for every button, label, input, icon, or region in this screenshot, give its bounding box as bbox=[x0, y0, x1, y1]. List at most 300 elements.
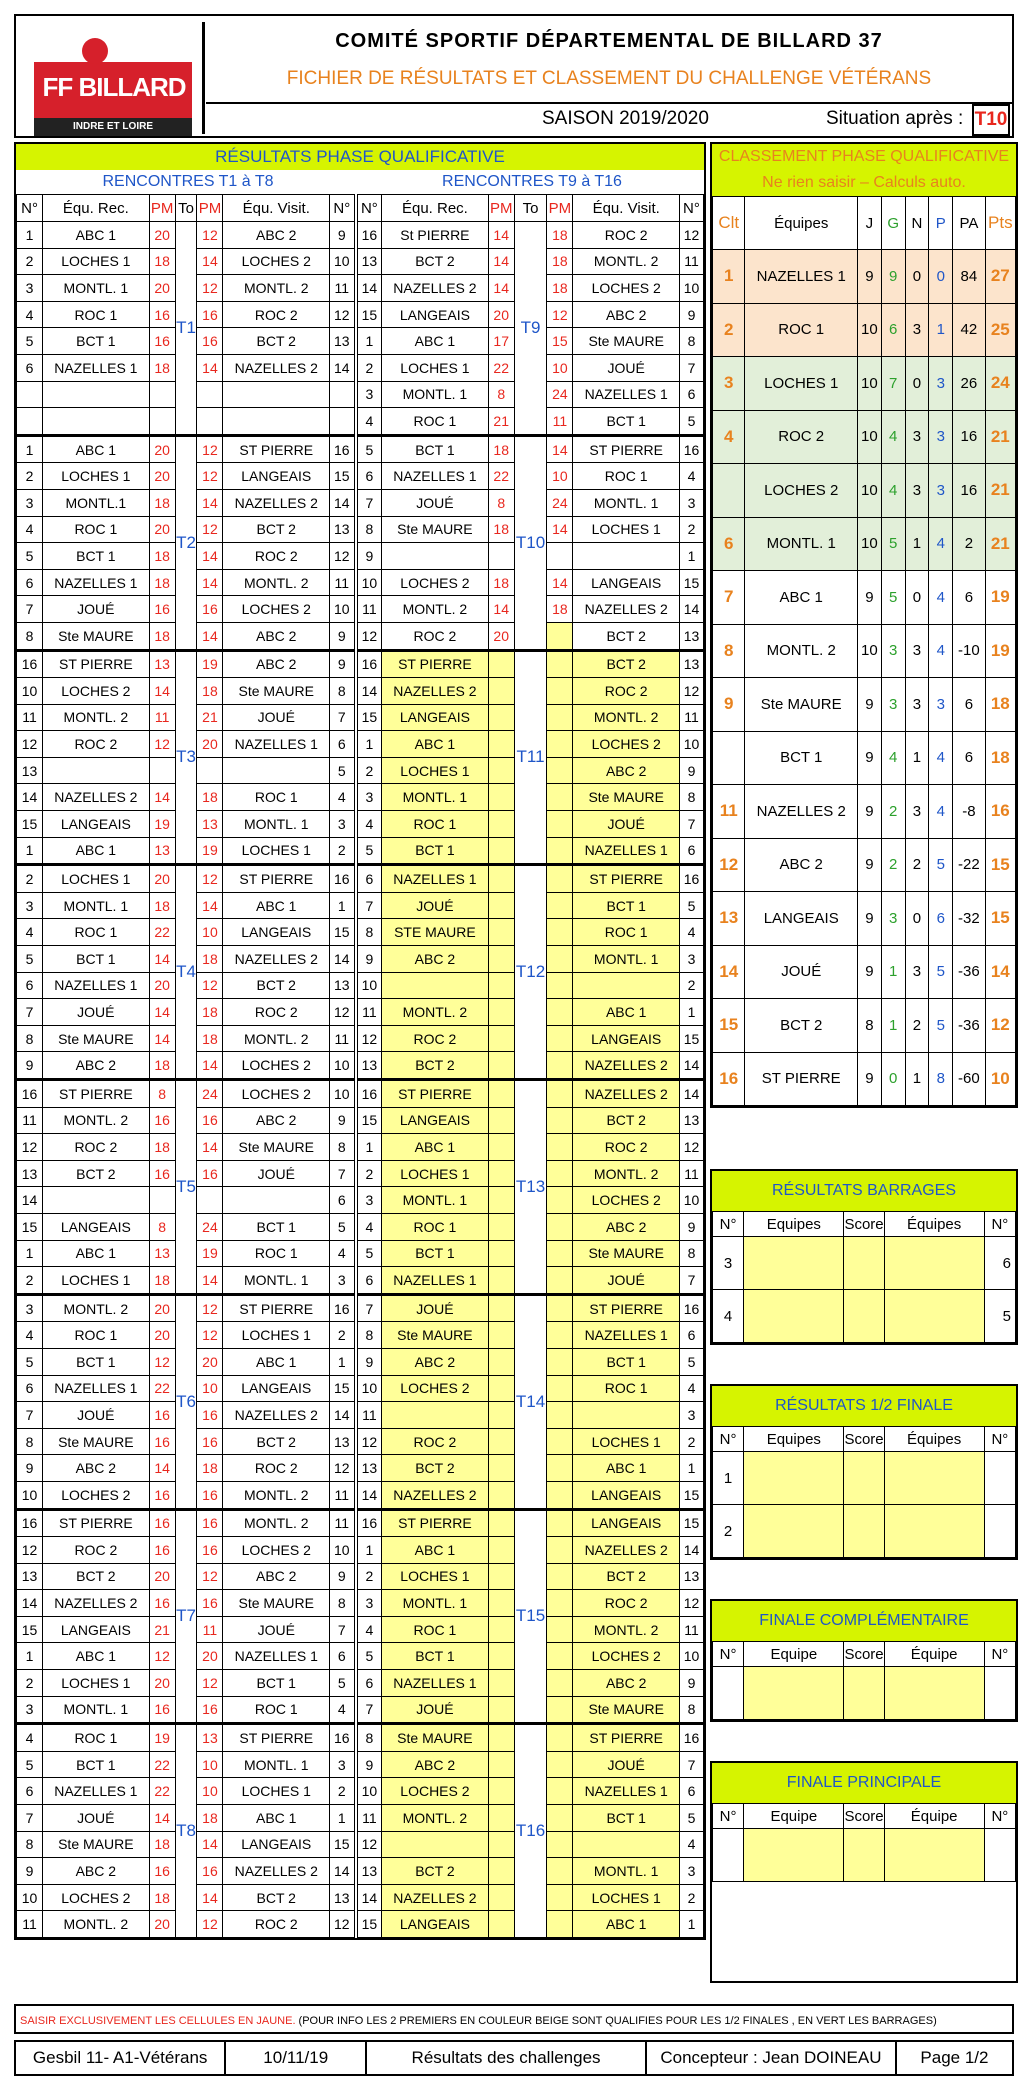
away-team: BCT 2 bbox=[223, 972, 330, 999]
home-team: ABC 1 bbox=[43, 1643, 150, 1670]
away-points: 10 bbox=[197, 919, 223, 946]
box-right-team[interactable] bbox=[884, 1452, 984, 1505]
home-points bbox=[488, 919, 514, 946]
away-team: MONTL. 2 bbox=[223, 1025, 330, 1052]
away-team bbox=[223, 757, 330, 784]
match-row bbox=[17, 543, 704, 570]
home-team: ROC 1 bbox=[43, 1322, 150, 1349]
drawn: 0 bbox=[905, 892, 929, 946]
home-points bbox=[488, 1134, 514, 1161]
home-points: 16 bbox=[149, 1107, 175, 1134]
match-row bbox=[17, 516, 704, 543]
won: 2 bbox=[881, 785, 905, 839]
away-team: MONTL. 2 bbox=[223, 569, 330, 596]
played: 9 bbox=[857, 1052, 881, 1106]
away-number: 12 bbox=[679, 1134, 703, 1161]
away-number: 13 bbox=[679, 1563, 703, 1590]
points: 24 bbox=[985, 357, 1015, 411]
home-team: MONTL. 2 bbox=[382, 596, 489, 623]
home-team: JOUÉ bbox=[43, 596, 150, 623]
away-team: ABC 2 bbox=[223, 222, 330, 249]
away-number: 7 bbox=[330, 1616, 356, 1643]
box-right-team[interactable] bbox=[884, 1237, 984, 1290]
home-number: 10 bbox=[17, 678, 43, 705]
box-row bbox=[713, 1237, 1016, 1290]
away-number: 4 bbox=[330, 1240, 356, 1267]
points-average: 2 bbox=[953, 517, 985, 571]
home-team: NAZELLES 2 bbox=[382, 678, 489, 705]
points: 16 bbox=[985, 785, 1015, 839]
away-points bbox=[547, 1537, 573, 1564]
played: 9 bbox=[857, 571, 881, 625]
won: 1 bbox=[881, 945, 905, 999]
home-team: NAZELLES 2 bbox=[382, 1884, 489, 1911]
footer-page: Page 1/2 bbox=[920, 2048, 989, 2067]
away-number: 9 bbox=[679, 1670, 703, 1697]
home-points bbox=[488, 731, 514, 758]
barrages-panel bbox=[710, 1169, 1018, 1345]
match-row bbox=[17, 811, 704, 838]
played: 9 bbox=[857, 731, 881, 785]
away-points: 16 bbox=[197, 1428, 223, 1455]
ranking-header: Pts bbox=[985, 197, 1015, 250]
team-name: ROC 1 bbox=[745, 303, 858, 357]
away-team: BCT 1 bbox=[223, 1670, 330, 1697]
points-average: -36 bbox=[953, 945, 985, 999]
home-points: 14 bbox=[488, 596, 514, 623]
match-row bbox=[17, 1590, 704, 1617]
away-team: MONTL. 2 bbox=[223, 1481, 330, 1509]
away-number: 3 bbox=[679, 489, 703, 516]
right-subtitle: RENCONTRES T9 à T16 bbox=[442, 173, 622, 190]
home-points bbox=[488, 1080, 514, 1108]
away-points: 14 bbox=[547, 569, 573, 596]
home-number: 16 bbox=[356, 650, 382, 678]
home-number: 12 bbox=[356, 1025, 382, 1052]
rank: 16 bbox=[713, 1052, 745, 1106]
away-number: 9 bbox=[330, 1107, 356, 1134]
box-score[interactable] bbox=[844, 1452, 884, 1505]
points-average: -60 bbox=[953, 1052, 985, 1106]
home-number: 5 bbox=[17, 1348, 43, 1375]
home-team: NAZELLES 1 bbox=[43, 569, 150, 596]
away-number: 2 bbox=[679, 516, 703, 543]
away-points: 12 bbox=[197, 865, 223, 893]
away-points bbox=[547, 1670, 573, 1697]
home-team: St PIERRE bbox=[382, 222, 489, 249]
away-number: 12 bbox=[679, 222, 703, 249]
home-points: 18 bbox=[149, 1831, 175, 1858]
away-points: 10 bbox=[197, 1375, 223, 1402]
home-points bbox=[488, 1322, 514, 1349]
box-right-number bbox=[984, 1505, 1015, 1558]
home-points: 16 bbox=[149, 596, 175, 623]
played: 10 bbox=[857, 517, 881, 571]
drawn: 3 bbox=[905, 945, 929, 999]
box-left-team[interactable] bbox=[744, 1667, 844, 1720]
match-row bbox=[17, 1187, 704, 1214]
home-number: 13 bbox=[356, 248, 382, 275]
home-points bbox=[488, 1643, 514, 1670]
home-team: MONTL. 1 bbox=[43, 275, 150, 302]
semifinal-table bbox=[712, 1426, 1016, 1558]
home-points bbox=[488, 1187, 514, 1214]
played: 9 bbox=[857, 785, 881, 839]
home-points: 22 bbox=[488, 463, 514, 490]
ranking-header: Équipes bbox=[745, 197, 858, 250]
away-points: 18 bbox=[197, 678, 223, 705]
match-row bbox=[17, 678, 704, 705]
match-row bbox=[17, 622, 704, 650]
home-number: 7 bbox=[356, 489, 382, 516]
home-points bbox=[488, 650, 514, 678]
home-points bbox=[488, 1751, 514, 1778]
away-team: LOCHES 1 bbox=[573, 516, 680, 543]
away-number: 2 bbox=[330, 1322, 356, 1349]
match-row bbox=[17, 1670, 704, 1697]
away-points: 14 bbox=[197, 543, 223, 570]
ranking-row bbox=[713, 571, 1016, 625]
away-team: JOUÉ bbox=[573, 1751, 680, 1778]
home-points: 13 bbox=[149, 837, 175, 865]
home-points: 22 bbox=[149, 1751, 175, 1778]
home-points: 16 bbox=[149, 328, 175, 355]
points: 21 bbox=[985, 517, 1015, 571]
away-points bbox=[197, 408, 223, 436]
away-number: 14 bbox=[330, 354, 356, 381]
home-points: 8 bbox=[488, 489, 514, 516]
semifinal-title: RÉSULTATS 1/2 FINALE bbox=[712, 1386, 1016, 1426]
home-points: 18 bbox=[149, 354, 175, 381]
barrages-title: RÉSULTATS BARRAGES bbox=[712, 1171, 1016, 1211]
away-points: 14 bbox=[197, 1831, 223, 1858]
away-points: 18 bbox=[197, 1455, 223, 1482]
away-number: 2 bbox=[679, 1884, 703, 1911]
away-number: 9 bbox=[330, 650, 356, 678]
away-team: BCT 1 bbox=[223, 1213, 330, 1240]
away-team: ROC 2 bbox=[223, 543, 330, 570]
away-team: MONTL. 1 bbox=[573, 1858, 680, 1885]
away-number: 15 bbox=[330, 463, 356, 490]
home-team: ROC 1 bbox=[43, 516, 150, 543]
home-points: 16 bbox=[149, 1509, 175, 1537]
box-header: Équipe bbox=[884, 1804, 984, 1829]
home-number: 8 bbox=[356, 1724, 382, 1752]
box-header: Equipes bbox=[744, 1427, 844, 1452]
home-points: 8 bbox=[149, 1213, 175, 1240]
match-row bbox=[17, 1080, 704, 1108]
drawn: 3 bbox=[905, 303, 929, 357]
lost: 5 bbox=[929, 999, 953, 1053]
final-main-table bbox=[712, 1803, 1016, 1882]
away-number: 13 bbox=[679, 622, 703, 650]
home-team: LOCHES 1 bbox=[43, 463, 150, 490]
home-points: 14 bbox=[149, 999, 175, 1026]
away-team: ABC 2 bbox=[573, 757, 680, 784]
away-number: 2 bbox=[679, 972, 703, 999]
away-team bbox=[223, 381, 330, 408]
away-team: ST PIERRE bbox=[573, 435, 680, 463]
home-number: 4 bbox=[17, 516, 43, 543]
home-points: 20 bbox=[149, 1911, 175, 1938]
home-team: ABC 2 bbox=[43, 1455, 150, 1482]
home-number: 3 bbox=[17, 275, 43, 302]
home-team: ABC 1 bbox=[43, 1240, 150, 1267]
away-number: 7 bbox=[330, 1160, 356, 1187]
away-team: ABC 2 bbox=[223, 650, 330, 678]
won: 2 bbox=[881, 838, 905, 892]
away-points: 10 bbox=[547, 354, 573, 381]
home-team: MONTL. 1 bbox=[43, 892, 150, 919]
away-points bbox=[547, 919, 573, 946]
home-team: LOCHES 1 bbox=[382, 1160, 489, 1187]
away-team: LOCHES 2 bbox=[223, 248, 330, 275]
away-team: LOCHES 2 bbox=[573, 1187, 680, 1214]
away-points bbox=[547, 1778, 573, 1805]
drawn: 3 bbox=[905, 410, 929, 464]
home-points: 20 bbox=[149, 865, 175, 893]
away-number: 6 bbox=[330, 1187, 356, 1214]
home-points bbox=[488, 892, 514, 919]
box-score[interactable] bbox=[844, 1505, 884, 1558]
box-score[interactable] bbox=[844, 1237, 884, 1290]
away-team: ABC 1 bbox=[223, 1348, 330, 1375]
box-right-team[interactable] bbox=[884, 1290, 984, 1343]
drawn: 1 bbox=[905, 517, 929, 571]
away-number: 6 bbox=[679, 1322, 703, 1349]
home-points: 16 bbox=[149, 1590, 175, 1617]
ranking-row bbox=[713, 357, 1016, 411]
ranking-header: P bbox=[929, 197, 953, 250]
won: 5 bbox=[881, 517, 905, 571]
home-points: 19 bbox=[149, 811, 175, 838]
home-points: 18 bbox=[488, 569, 514, 596]
away-points: 18 bbox=[547, 275, 573, 302]
final-main-panel bbox=[710, 1761, 1018, 1983]
home-team: JOUÉ bbox=[382, 1294, 489, 1322]
home-number: 8 bbox=[17, 622, 43, 650]
home-number: 14 bbox=[356, 275, 382, 302]
home-number bbox=[17, 408, 43, 436]
col-header: Équ. Visit. bbox=[573, 195, 680, 222]
won: 1 bbox=[881, 999, 905, 1053]
points: 15 bbox=[985, 838, 1015, 892]
away-number: 6 bbox=[679, 837, 703, 865]
away-number: 8 bbox=[679, 1240, 703, 1267]
home-number: 15 bbox=[356, 301, 382, 328]
away-number: 7 bbox=[679, 1751, 703, 1778]
col-header: N° bbox=[330, 195, 356, 222]
away-points: 16 bbox=[197, 1481, 223, 1509]
box-score[interactable] bbox=[844, 1829, 884, 1882]
drawn: 1 bbox=[905, 1052, 929, 1106]
away-points: 10 bbox=[547, 463, 573, 490]
home-number: 15 bbox=[17, 1213, 43, 1240]
rank bbox=[713, 464, 745, 518]
home-number: 6 bbox=[17, 1375, 43, 1402]
home-number: 12 bbox=[356, 622, 382, 650]
home-points: 20 bbox=[149, 275, 175, 302]
match-row bbox=[17, 328, 704, 355]
home-team: BCT 1 bbox=[382, 1240, 489, 1267]
away-number: 14 bbox=[330, 946, 356, 973]
home-number: 13 bbox=[17, 757, 43, 784]
home-number: 4 bbox=[356, 1616, 382, 1643]
box-left-team[interactable] bbox=[744, 1829, 844, 1882]
away-points: 24 bbox=[197, 1080, 223, 1108]
away-team: Ste MAURE bbox=[223, 1590, 330, 1617]
home-team: JOUÉ bbox=[43, 1402, 150, 1429]
away-points bbox=[547, 704, 573, 731]
home-team: MONTL. 2 bbox=[43, 1107, 150, 1134]
box-right-team[interactable] bbox=[884, 1667, 984, 1720]
away-points: 18 bbox=[197, 946, 223, 973]
match-row bbox=[17, 1643, 704, 1670]
col-header: PM bbox=[488, 195, 514, 222]
ranking-panel bbox=[710, 142, 1018, 1108]
away-points: 14 bbox=[197, 1267, 223, 1295]
box-left-team[interactable] bbox=[744, 1237, 844, 1290]
box-left-team[interactable] bbox=[744, 1452, 844, 1505]
home-team bbox=[43, 381, 150, 408]
box-score[interactable] bbox=[844, 1290, 884, 1343]
away-points: 24 bbox=[197, 1213, 223, 1240]
home-number: 1 bbox=[356, 1134, 382, 1161]
home-points: 18 bbox=[149, 1052, 175, 1080]
away-points: 14 bbox=[197, 569, 223, 596]
col-header: PM bbox=[149, 195, 175, 222]
away-team: ABC 2 bbox=[573, 1213, 680, 1240]
rank bbox=[713, 731, 745, 785]
box-header: Equipes bbox=[744, 1212, 844, 1237]
away-team: Ste MAURE bbox=[573, 1240, 680, 1267]
away-number: 16 bbox=[679, 1294, 703, 1322]
ff-billard-logo bbox=[22, 22, 205, 134]
box-row bbox=[713, 1667, 1016, 1720]
box-left-number: 1 bbox=[713, 1452, 744, 1505]
box-score[interactable] bbox=[844, 1667, 884, 1720]
round-tag: T7 bbox=[175, 1509, 197, 1724]
away-team: NAZELLES 1 bbox=[573, 381, 680, 408]
away-team: MONTL. 1 bbox=[223, 1751, 330, 1778]
col-header: To bbox=[514, 195, 547, 222]
away-number: 7 bbox=[679, 354, 703, 381]
away-points: 13 bbox=[197, 811, 223, 838]
away-team: MONTL. 1 bbox=[223, 811, 330, 838]
away-team: NAZELLES 1 bbox=[573, 1778, 680, 1805]
home-number: 9 bbox=[356, 543, 382, 570]
away-number: 1 bbox=[679, 1455, 703, 1482]
home-points bbox=[488, 1696, 514, 1724]
match-row bbox=[17, 1134, 704, 1161]
box-left-team[interactable] bbox=[744, 1290, 844, 1343]
home-points bbox=[149, 1187, 175, 1214]
away-points: 16 bbox=[197, 301, 223, 328]
home-points bbox=[488, 1294, 514, 1322]
box-right-team[interactable] bbox=[884, 1829, 984, 1882]
home-number: 5 bbox=[356, 1240, 382, 1267]
ranking-row bbox=[713, 517, 1016, 571]
away-team: MONTL. 1 bbox=[223, 1267, 330, 1295]
home-number: 6 bbox=[356, 463, 382, 490]
home-points: 18 bbox=[149, 622, 175, 650]
lost: 5 bbox=[929, 838, 953, 892]
lost: 5 bbox=[929, 945, 953, 999]
home-number: 14 bbox=[356, 1481, 382, 1509]
box-left-team[interactable] bbox=[744, 1505, 844, 1558]
away-number: 10 bbox=[330, 1080, 356, 1108]
box-right-number bbox=[984, 1452, 1015, 1505]
home-points bbox=[149, 408, 175, 436]
home-points bbox=[488, 1805, 514, 1832]
match-row bbox=[17, 1537, 704, 1564]
match-row bbox=[17, 892, 704, 919]
home-points: 21 bbox=[149, 1616, 175, 1643]
round-tag: T11 bbox=[514, 650, 547, 865]
won: 5 bbox=[881, 571, 905, 625]
away-team: BCT 2 bbox=[573, 1563, 680, 1590]
away-team: LANGEAIS bbox=[223, 463, 330, 490]
away-number: 16 bbox=[330, 865, 356, 893]
match-row bbox=[17, 650, 704, 678]
lost: 8 bbox=[929, 1052, 953, 1106]
away-team: LANGEAIS bbox=[573, 1025, 680, 1052]
box-header: Équipe bbox=[884, 1642, 984, 1667]
home-number: 10 bbox=[17, 1481, 43, 1509]
footer-date: 10/11/19 bbox=[226, 2042, 367, 2074]
match-row bbox=[17, 489, 704, 516]
away-points bbox=[547, 1213, 573, 1240]
away-number: 15 bbox=[679, 1509, 703, 1537]
box-right-team[interactable] bbox=[884, 1505, 984, 1558]
away-number: 5 bbox=[679, 1805, 703, 1832]
away-number: 7 bbox=[679, 811, 703, 838]
lost: 3 bbox=[929, 464, 953, 518]
round-tag: T4 bbox=[175, 865, 197, 1080]
away-team: ST PIERRE bbox=[223, 435, 330, 463]
home-team: JOUÉ bbox=[43, 999, 150, 1026]
home-team: BCT 1 bbox=[43, 543, 150, 570]
away-team: ROC 2 bbox=[223, 1911, 330, 1938]
home-team: LOCHES 1 bbox=[43, 248, 150, 275]
away-points: 12 bbox=[197, 1294, 223, 1322]
away-team: ROC 2 bbox=[573, 1590, 680, 1617]
away-number: 16 bbox=[679, 1724, 703, 1752]
away-points: 18 bbox=[197, 1805, 223, 1832]
home-number: 6 bbox=[356, 1267, 382, 1295]
home-number: 13 bbox=[356, 1858, 382, 1885]
away-team: MONTL. 2 bbox=[573, 1160, 680, 1187]
team-name: Ste MAURE bbox=[745, 678, 858, 732]
ranking-row bbox=[713, 838, 1016, 892]
points-average: 42 bbox=[953, 303, 985, 357]
lost: 0 bbox=[929, 250, 953, 304]
situation-round: T10 bbox=[972, 104, 1010, 136]
away-team: LOCHES 1 bbox=[573, 1428, 680, 1455]
home-team: ROC 1 bbox=[43, 301, 150, 328]
home-team: LANGEAIS bbox=[43, 1213, 150, 1240]
results-title: RÉSULTATS PHASE QUALIFICATIVE bbox=[16, 144, 704, 170]
points: 15 bbox=[985, 892, 1015, 946]
home-team: NAZELLES 1 bbox=[382, 463, 489, 490]
home-number: 4 bbox=[17, 1724, 43, 1752]
home-team: ABC 2 bbox=[382, 946, 489, 973]
away-number: 14 bbox=[679, 1537, 703, 1564]
ranking-row bbox=[713, 945, 1016, 999]
points-average: 6 bbox=[953, 571, 985, 625]
home-number: 12 bbox=[17, 1134, 43, 1161]
round-tag: T10 bbox=[514, 435, 547, 650]
